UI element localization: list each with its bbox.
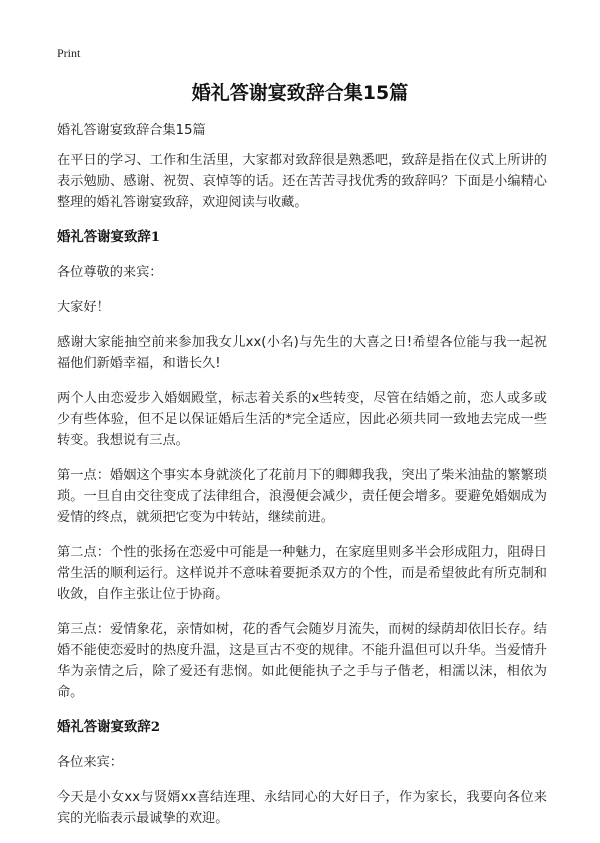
- section1-paragraph: 各位尊敬的来宾：: [57, 265, 163, 280]
- section-heading-1: 婚礼答谢宴致辞1: [57, 229, 161, 245]
- print-link[interactable]: Print: [57, 46, 81, 60]
- section1-paragraph: 第一点：婚姻这个事实本身就淡化了花前月下的卿卿我我，突出了柴米油盐的繁繁琐琐。一旦自由交往变成了法律组合，浪漫便会减少，责任便会增多。要避免婚姻成为爱情的终点，就须把它变为中转站，继续前进。: [57, 468, 547, 525]
- section-heading-2: 婚礼答谢宴致辞2: [57, 719, 161, 735]
- section1-paragraph: 第二点：个性的张扬在恋爱中可能是一种魅力，在家庭里则多半会形成阻力，阻碍日常生活的顺利运行。这样说并不意味着要扼杀双方的个性，而是希望彼此有所克制和收敛，自作主张让位于协商。: [57, 545, 547, 602]
- document-body: [57, 120, 547, 843]
- section2-paragraph: 今天是小女xx与贤婿xx喜结连理、永结同心的大好日子，作为家长，我要向各位来宾的光临表示最诚挚的欢迎。: [57, 790, 547, 826]
- intro-paragraph: 在平日的学习、工作和生活里，大家都对致辞很是熟悉吧，致辞是指在仪式上所讲的表示勉励、感谢、祝贺、哀悼等的话。还在苦苦寻找优秀的致辞吗？下面是小编精心整理的婚礼答谢宴致辞，欢迎阅读与收藏。: [57, 153, 547, 210]
- section1-paragraph: 大家好！: [57, 300, 110, 315]
- document-subtitle: 婚礼答谢宴致辞合集15篇: [57, 123, 206, 138]
- section2-paragraph: 各位来宾：: [57, 755, 123, 770]
- section1-paragraph: 第三点：爱情象花，亲情如树，花的香气会随岁月流失，而树的绿荫却依旧长存。结婚不能使恋爱时的热度升温，这是亘古不变的规律。不能升温但可以升华。当爱情升华为亲情之后，除了爱还有悲悯。如此便能执子之手与子偕老，相濡以沫，相依为命。: [57, 622, 547, 700]
- section1-paragraph: 感谢大家能抽空前来参加我女儿xx(小名)与先生的大喜之日!希望各位能与我一起祝福他们新婚幸福，和谐长久!: [57, 335, 547, 371]
- document-title: 婚礼答谢宴致辞合集15篇: [191, 82, 409, 104]
- section1-paragraph: 两个人由恋爱步入婚姻殿堂，标志着关系的x些转变，尽管在结婚之前，恋人或多或少有些体验，但不足以保证婚后生活的*完全适应，因此必须共同一致地去完成一些转变。我想说有三点。: [57, 391, 547, 448]
